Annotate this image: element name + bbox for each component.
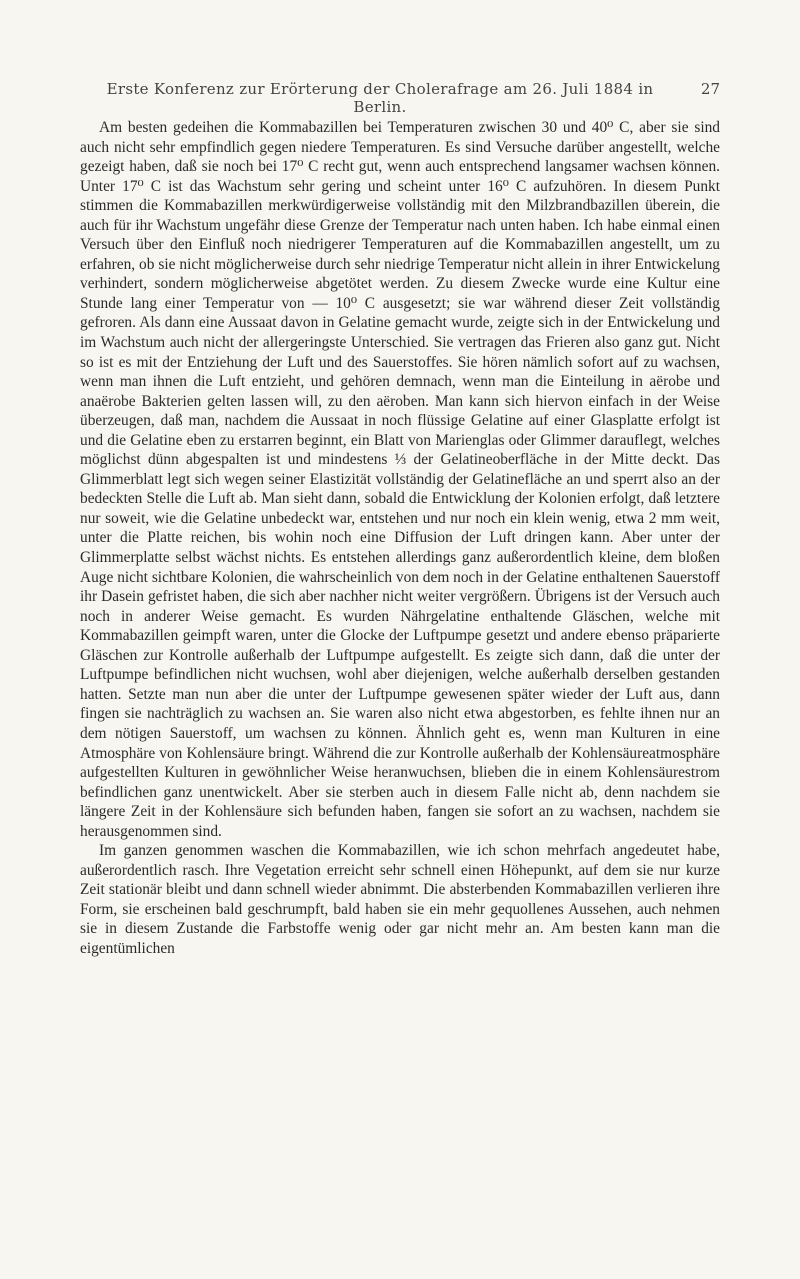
running-title: Erste Konferenz zur Erörterung der Cholerafrage am 26. Juli 1884 in Berlin. xyxy=(106,80,654,116)
paragraph: Am besten gedeihen die Kommabazillen bei Temperaturen zwischen 30 und 40⁰ C, aber sie sind auch nicht sehr empfindlich gegen niedere Temperaturen. Es sind Versuche darüber angestellt, welche gezeigt haben, daß sie noch bei 17⁰ C recht gut, wenn auch entsprechend langsamer wachsen können. Unter 17⁰ C ist das Wachstum sehr gering und scheint unter 16⁰ C aufzuhören. In diesem Punkt stimmen die Kommabazillen merkwürdigerweise vollständig mit den Milzbrandbazillen überein, die auch für ihr Wachstum ungefähr diese Grenze der Temperatur nach unten haben. Ich habe einmal einen Versuch über den Einfluß noch niedrigerer Temperaturen auf die Kommabazillen angestellt, um zu erfahren, ob sie nicht möglicherweise durch sehr niedrige Temperatur nicht allein in ihrer Entwickelung verhindert, sondern möglicherweise abgetötet werden. Zu diesem Zwecke wurde eine Kultur eine Stunde lang einer Temperatur von — 10⁰ C ausgesetzt; sie war während dieser Zeit vollständig gefroren. Als dann eine Aussaat davon in Gelatine gemacht wurde, zeigte sich in der Entwickelung und im Wachstum auch nicht der allergeringste Unterschied. Sie vertragen das Frieren also ganz gut. Nicht so ist es mit der Entziehung der Luft und des Sauerstoffes. Sie hören nämlich sofort auf zu wachsen, wenn man ihnen die Luft entzieht, und gehören demnach, wenn man die Einteilung in aërobe und anaërobe Bakterien gelten lassen will, zu den aëroben. Man kann sich hiervon einfach in der Weise überzeugen, daß man, nachdem die Aussaat in noch flüssige Gelatine auf einer Glasplatte erfolgt ist und die Gelatine eben zu erstarren beginnt, ein Blatt von Marienglas oder Glimmer darauflegt, welches möglichst dünn abgespalten ist und mindestens ⅓ der Gelatineoberfläche in der Mitte deckt. Das Glimmerblatt legt sich wegen seiner Elastizität vollständig der Gelatinefläche an und sperrt also an der bedeckten Stelle die Luft ab. Man sieht dann, sobald die Entwicklung der Kolonien erfolgt, daß letztere nur soweit, wie die Gelatine unbedeckt war, entstehen und nur noch ein klein wenig, etwa 2 mm weit, unter die Platte reichen, bis wohin noch eine Diffusion der Luft dringen kann. Aber unter der Glimmerplatte selbst wächst nichts. Es entstehen allerdings ganz außerordentlich kleine, dem bloßen Auge nicht sichtbare Kolonien, die wahrscheinlich von dem noch in der Gelatine enthaltenen Sauerstoff ihr Dasein gefristet haben, die sich aber nachher nicht weiter vergrößern. Übrigens ist der Versuch auch noch in anderer Weise gemacht. Es wurden Nährgelatine enthaltende Gläschen, welche mit Kommabazillen geimpft waren, unter die Glocke der Luftpumpe gesetzt und andere ebenso präparierte Gläschen zur Kontrolle außerhalb der Luftpumpe aufgestellt. Es zeigte sich dann, daß die unter der Luftpumpe befindlichen nicht wuchsen, wohl aber diejenigen, welche außerhalb derselben gestanden hatten. Setzte man nun aber die unter der Luftpumpe gewesenen später wieder der Luft aus, dann fingen sie nachträglich zu wachsen an. Sie waren also nicht etwa abgestorben, es fehlte ihnen nur an dem nötigen Sauerstoff, um wachsen zu können. Ähnlich geht es, wenn man Kulturen in eine Atmosphäre von Kohlensäure bringt. Während die zur Kontrolle außerhalb der Kohlensäureatmosphäre aufgestellten Kulturen in gewöhnlicher Weise heranwuchsen, blieben die in einem Kohlensäurestrom befindlichen ganz unentwickelt. Aber sie sterben auch in diesem Falle nicht ab, denn nachdem sie längere Zeit in der Kohlensäure sich befunden haben, fangen sie sofort an zu wachsen, nachdem sie herausgenommen sind. xyxy=(80,119,720,840)
body-text xyxy=(80,118,720,959)
page-header xyxy=(80,80,720,116)
paragraph: Im ganzen genommen waschen die Kommabazillen, wie ich schon mehrfach angedeutet habe, außerordentlich rasch. Ihre Vegetation erreicht sehr schnell einen Höhepunkt, auf dem sie nur kurze Zeit stationär bleibt und dann schnell wieder abnimmt. Die absterbenden Kommabazillen verlieren ihre Form, sie erscheinen bald geschrumpft, bald haben sie ein mehr gequollenes Aussehen, auch nehmen sie in diesem Zustande die Farbstoffe wenig oder gar nicht mehr an. Am besten kann man die eigentümlichen xyxy=(80,842,720,957)
page-number: 27 xyxy=(700,80,720,98)
